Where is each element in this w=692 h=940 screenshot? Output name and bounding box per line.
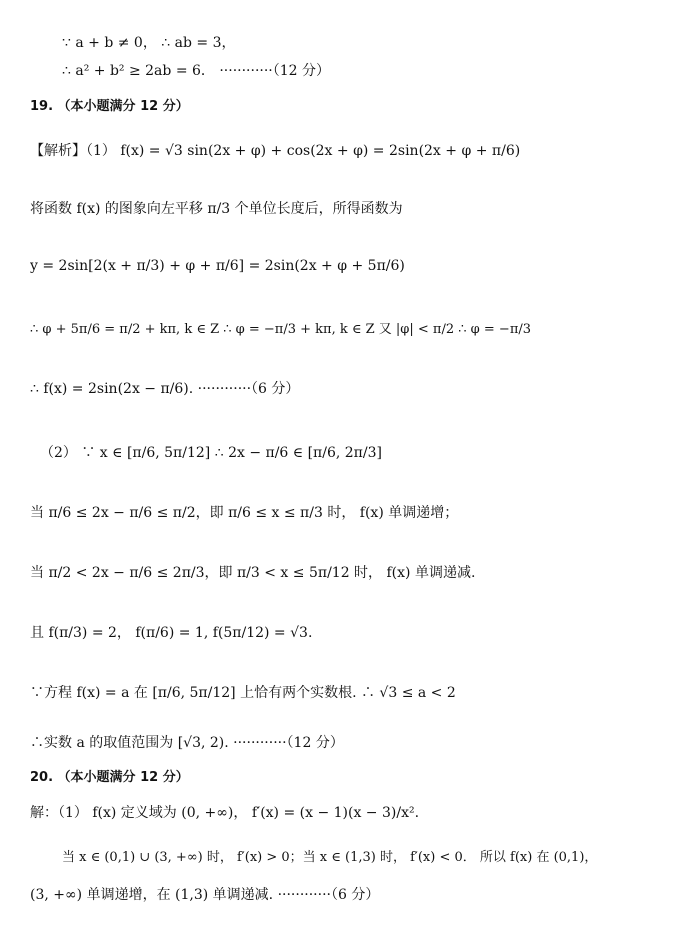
text-line: 将函数 f(x) 的图象向左平移 π/3 个单位长度后，所得函数为 [30,201,403,217]
text-line: ∴ f(x) = 2sin(2x − π/6). ············（6 分） [30,381,300,397]
text-line: ∵方程 f(x) = a 在 [π/6, 5π/12] 上恰有两个实数根. ∴ √3 ≤ a < 2 [30,685,456,701]
text-line: (3, +∞) 单调递增，在 (1,3) 单调递减. ············（6 分） [30,887,380,903]
text-line: 解：（1） f(x) 定义域为 (0, +∞)， f′(x) = (x − 1)(x − 3)/x². [30,805,420,821]
text-line: y = 2sin[2(x + π/3) + φ + π/6] = 2sin(2x + φ + 5π/6) [30,258,405,274]
problem-19-heading: 19. （本小题满分 12 分） [30,99,189,114]
text-line: 当 π/2 < 2x − π/6 ≤ 2π/3，即 π/3 < x ≤ 5π/12 时， f(x) 单调递减. [30,565,476,581]
text-line: ∴ φ + 5π/6 = π/2 + kπ, k ∈ Z ∴ φ = −π/3 + kπ, k ∈ Z 又 |φ| < π/2 ∴ φ = −π/3 [30,322,532,337]
text-line: 【解析】（1） f(x) = √3 sin(2x + φ) + cos(2x + φ) = 2sin(2x + φ + π/6) [30,143,521,159]
text-line: 且 f(π/3) = 2， f(π/6) = 1, f(5π/12) = √3. [30,625,313,641]
text-line: ∴实数 a 的取值范围为 [√3, 2). ············（12 分） [30,735,344,751]
text-line: 当 x ∈ (0,1) ∪ (3, +∞) 时， f′(x) > 0；当 x ∈ (1,3) 时， f′(x) < 0． 所以 f(x) 在 (0,1)， [62,850,598,865]
text-line: ∴ a² + b² ≥ 2ab = 6． ············（12 分） [62,63,331,79]
text-line: （2） ∵ x ∈ [π/6, 5π/12] ∴ 2x − π/6 ∈ [π/6, 2π/3] [40,445,382,461]
text-line: ∵ a + b ≠ 0， ∴ ab = 3， [62,35,236,51]
text-line: 当 π/6 ≤ 2x − π/6 ≤ π/2，即 π/6 ≤ x ≤ π/3 时， f(x) 单调递增； [30,505,459,521]
problem-20-heading: 20. （本小题满分 12 分） [30,770,189,785]
